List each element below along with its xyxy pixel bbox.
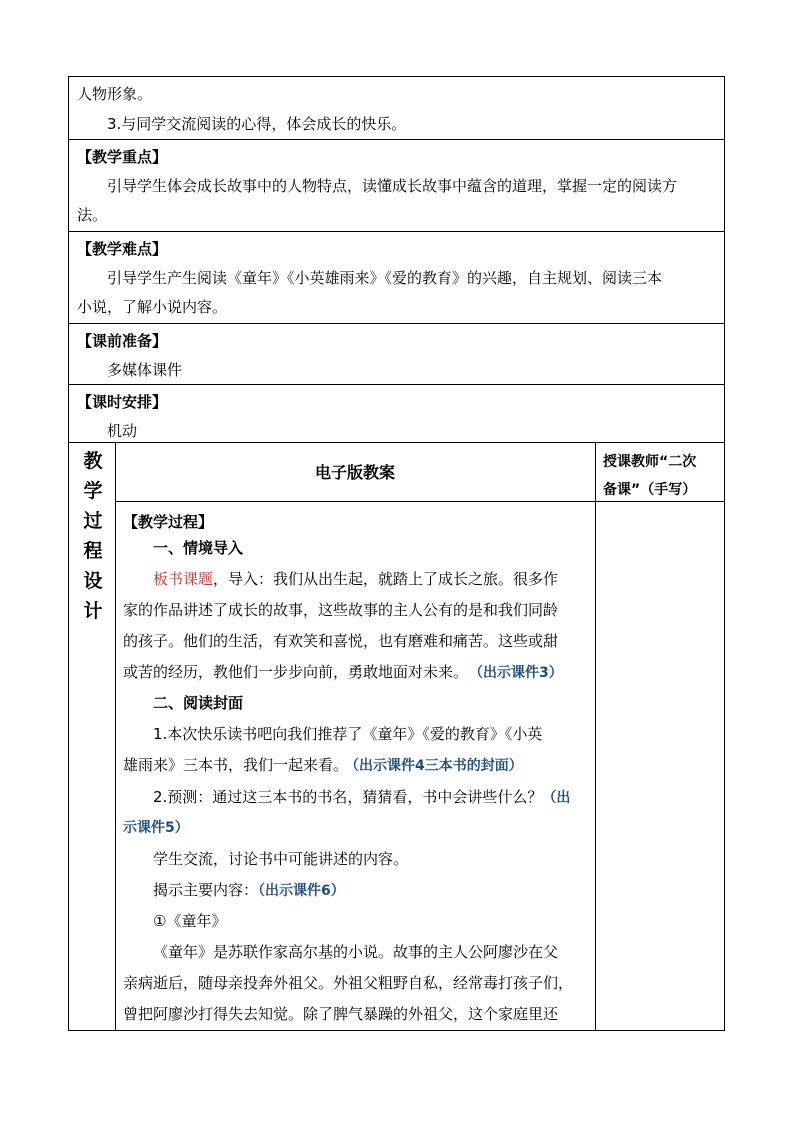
side-label-char: 教 [83, 450, 103, 472]
paragraph-line: 雄雨来》三本书，我们一起来看。 （出示课件4三本书的封面） [123, 756, 523, 774]
paragraph-line: 板书课题，导入：我们从出生起，就踏上了成长之旅。很多作 [153, 570, 559, 588]
paragraph-line: 亲病逝后，随母亲投奔外祖父。外祖父粗野自私，经常毒打孩子们， [123, 974, 574, 992]
paragraph-line: 《童年》是苏联作家高尔基的小说。故事的主人公阿廖沙在父 [153, 943, 559, 961]
side-label-char: 程 [83, 540, 103, 562]
side-label-char: 计 [83, 600, 103, 622]
paragraph-line: 揭示主要内容：（出示课件6） [153, 881, 345, 899]
column-divider [115, 442, 116, 1031]
side-label-char: 设 [83, 570, 103, 592]
row-divider [68, 384, 725, 385]
process-title: 【教学过程】 [123, 513, 214, 531]
difficulties-title: 【教学难点】 [77, 240, 168, 258]
paragraph-line: 曾把阿廖沙打得失去知觉。除了脾气暴躁的外祖父，这个家庭里还 [123, 1005, 559, 1023]
difficulties-text: 小说，了解小说内容。 [77, 298, 228, 316]
courseware-note: 示课件5） [123, 820, 189, 836]
row-divider [68, 231, 725, 232]
side-label-char: 学 [83, 480, 103, 502]
courseware-note: （出示课件3） [476, 665, 563, 681]
paragraph-line: 家的作品讲述了成长的故事，这些故事的主人公有的是和我们同龄 [123, 601, 559, 619]
column-header: 电子版教案 [314, 463, 395, 482]
side-label-char: 过 [83, 510, 103, 532]
key-points-title: 【教学重点】 [77, 148, 168, 166]
key-points-text: 引导学生体会成长故事中的人物特点，读懂成长故事中蕴含的道理，掌握一定的阅读方 [107, 177, 678, 195]
row-divider [115, 501, 725, 502]
paragraph-line: 的孩子。他们的生活，有欢笑和喜悦，也有磨难和痛苦。这些或甜 [123, 632, 559, 650]
paragraph-line: 学生交流，讨论书中可能讲述的内容。 [153, 850, 409, 868]
difficulties-text: 引导学生产生阅读《童年》《小英雄雨来》《爱的教育》的兴趣，自主规划、阅读三本 [107, 269, 663, 287]
paragraph-line: 2.预测：通过这三本书的书名，猜猜看，书中会讲些什么？（出 [153, 788, 571, 806]
section-heading: 一、情境导入 [153, 539, 244, 557]
objective-continuation: 人物形象。 [77, 85, 153, 103]
section-heading: 二、阅读封面 [153, 694, 244, 712]
courseware-note: （出示课件4三本书的封面） [352, 758, 523, 774]
objective-3: 3.与同学交流阅读的心得，体会成长的快乐。 [107, 115, 407, 133]
schedule-title: 【课时安排】 [77, 393, 168, 411]
teacher-header: 授课教师“二次 [603, 454, 697, 470]
teacher-header: 备课”（手写） [603, 482, 697, 498]
courseware-note: （出 [542, 790, 571, 806]
row-divider [68, 323, 725, 324]
list-item: ①《童年》 [153, 912, 227, 930]
prep-text: 多媒体课件 [107, 361, 183, 379]
row-divider [68, 442, 725, 443]
row-divider [68, 139, 725, 140]
prep-title: 【课前准备】 [77, 332, 168, 350]
courseware-note: （出示课件6） [258, 883, 345, 899]
board-title-note: 板书课题 [153, 570, 214, 588]
paragraph-line: 或苦的经历，教他们一步步向前，勇敢地面对未来。 （出示课件3） [123, 663, 563, 681]
schedule-text: 机动 [107, 422, 138, 440]
paragraph-line: 1.本次快乐读书吧向我们推荐了《童年》《爱的教育》《小英 [153, 725, 543, 743]
column-divider [595, 442, 596, 1031]
key-points-text: 法。 [77, 206, 108, 224]
